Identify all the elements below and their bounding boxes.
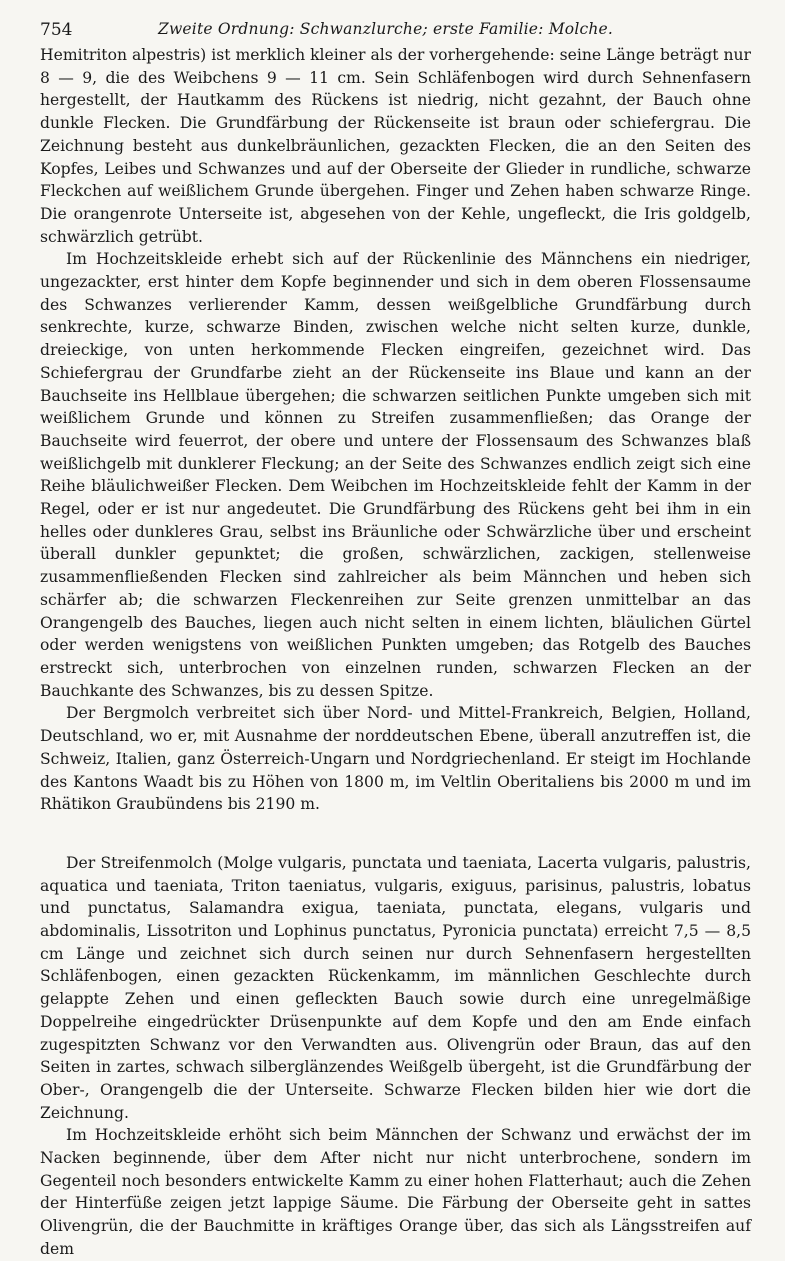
page-header [40,0,751,44]
paragraph-hochzeitskleid-bergmolch: Im Hochzeitskleide erhebt sich auf der Rückenlinie des Männchens ein niedriger, ungezackter, erst hinter dem Kopfe beginnender und sich in dem oberen Flossensaume des Schwanzes verlierender Kamm, dessen weißgelbliche Grundfärbung durch senkrechte, kurze, schwarze Binden, zwischen welche nicht selten kurze, dunkle, dreieckige, von unten herkommende Flecken eingreifen, gezeichnet wird. Das Schiefergrau der Grundfarbe zieht an der Rückenseite ins Blaue und kann an der Bauchseite ins Hellblaue übergehen; die schwarzen seitlichen Punkte umgeben sich mit weißlichem Grunde und können zu Streifen zusammenfließen; das Orange der Bauchseite wird feuerrot, der obere und untere der Flossensaum des Schwanzes blaß weißlichgelb mit dunklerer Fleckung; an der Seite des Schwanzes endlich zeigt sich eine Reihe bläulichweißer Flecken. Dem Weibchen im Hochzeitskleide fehlt der Kamm in der Regel, oder er ist nur angedeutet. Die Grundfärbung des Rückens geht bei ihm in ein helles oder dunkleres Grau, selbst ins Bräunliche oder Schwärzliche über und erscheint überall dunkler gepunktet; die großen, schwärzlichen, zackigen, stellenweise zusammenfließenden Flecken sind zahlreicher als beim Männchen und heben sich schärfer ab; die schwarzen Fleckenreihen zur Seite grenzen unmittelbar an das Orangengelb des Bauches, liegen auch nicht selten in einem lichten, bläulichen Gürtel oder werden wenigstens von weißlichen Punkten umgeben; das Rotgelb des Bauches erstreckt sich, unterbrochen von einzelnen runden, schwarzen Flecken an der Bauchkante des Schwanzes, bis zu dessen Spitze. [40,250,751,700]
paragraph-bergmolch-distribution: Der Bergmolch verbreitet sich über Nord- und Mittel-Frankreich, Belgien, Holland, Deutschland, wo er, mit Ausnahme der norddeutschen Ebene, überall anzutreffen ist, die Schweiz, Italien, ganz Österreich-Ungarn und Nordgriechenland. Er steigt im Hochlande des Kantons Waadt bis zu Höhen von 1800 m, im Veltlin Oberitaliens bis 2000 m und im Rhätikon Graubündens bis 2190 m. [40,704,751,814]
paragraph-streifenmolch-description: Der Streifenmolch (Molge vulgaris, punctata und taeniata, Lacerta vulgaris, palustris, aquatica und taeniata, Triton taeniatus, vulgaris, exiguus, parisinus, palustris, lobatus und punctatus, Salamandra exigua, taeniata, punctata, elegans, vulgaris und abdominalis, Lissotriton und Lophinus punctatus, Pyronicia punctata) erreicht 7,5 — 8,5 cm Länge und zeichnet sich durch seinen nur durch Sehnenfasern hergestellten Schläfenbogen, einen gezackten Rückenkamm, im männlichen Geschlechte durch gelappte Zehen und einen gefleckten Bauch sowie durch eine unregelmäßige Doppelreihe eingedrückter Drüsenpunkte auf dem Kopfe und den am Ende einfach zugespitzten Schwanz vor den Verwandten aus. Olivengrün oder Braun, das auf den Seiten in zartes, schwach silberglänzendes Weißgelb übergeht, ist die Grundfärbung der Ober-, Orangengelb die der Unterseite. Schwarze Flecken bilden hier wie dort die Zeichnung. [40,853,751,1122]
paragraph-bergmolch-description: Hemitriton alpestris) ist merklich kleiner als der vorhergehende: seine Länge beträgt nur 8 — 9, die des Weibchens 9 — 11 cm. Sein Schläfenbogen wird durch Sehnenfasern hergestellt, der Hautkamm des Rückens ist niedrig, nicht gezahnt, der Bauch ohne dunkle Flecken. Die Grundfärbung der Rückenseite ist braun oder schiefergrau. Die Zeichnung besteht aus dunkelbräunlichen, gezackten Flecken, die an den Seiten des Kopfes, Leibes und Schwanzes und auf der Oberseite der Glieder in rundliche, schwarze Fleckchen auf weißlichem Grunde übergehen. Finger und Zehen haben schwarze Ringe. Die orangenrote Unterseite ist, abgesehen von der Kehle, ungefleckt, die Iris goldgelb, schwärzlich getrübt. [40,46,751,246]
page-number: 754 [40,20,73,40]
running-head: Zweite Ordnung: Schwanzlurche; erste Familie: Molche. [158,20,614,38]
body-text [40,44,751,1261]
paragraph-hochzeitskleid-streifenmolch: Im Hochzeitskleide erhöht sich beim Männchen der Schwanz und erwächst der im Nacken beginnende, über dem After nicht nur nicht unterbrochene, sondern im Gegenteil noch besonders entwickelte Kamm zu einer hohen Flatterhaut; auch die Zehen der Hinterfüße zeigen jetzt lappige Säume. Die Färbung der Oberseite geht in sattes Olivengrün, die der Bauchmitte in kräftiges Orange über, das sich als Längsstreifen auf dem [40,1126,751,1258]
